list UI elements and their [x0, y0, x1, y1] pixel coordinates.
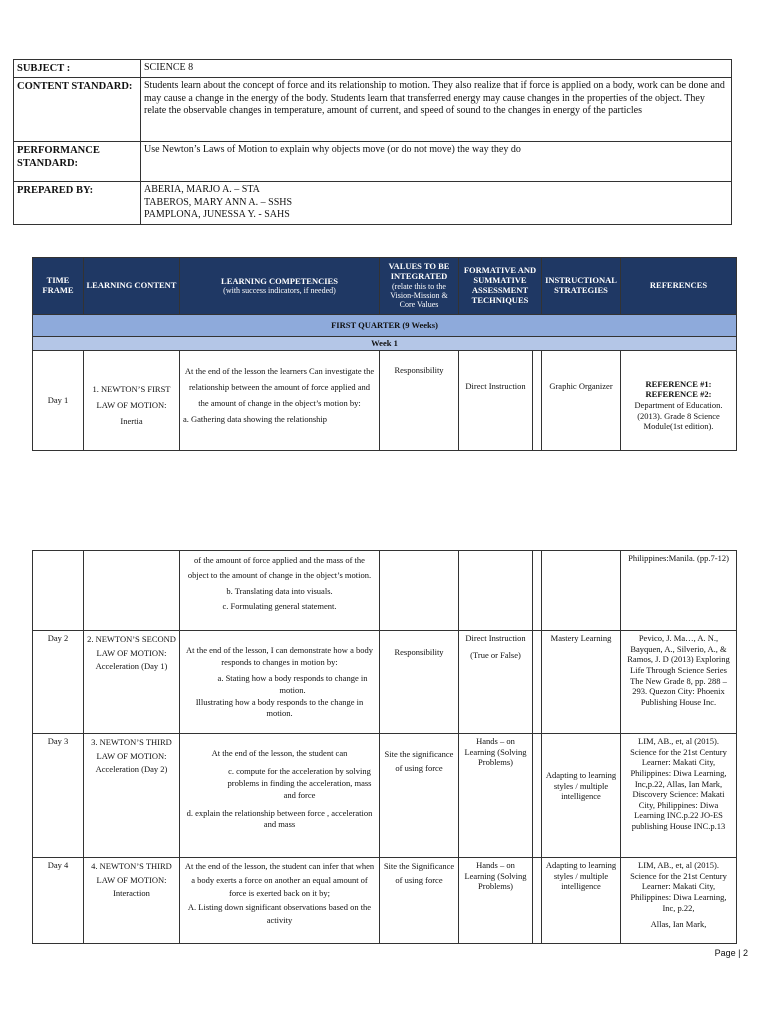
curriculum-table — [32, 257, 737, 451]
reference-2-label: REFERENCE #2: — [645, 389, 712, 400]
learning-content-cell: 4. NEWTON’S THIRD LAW OF MOTION: Interaction — [84, 858, 180, 944]
competency-text: At the end of the lesson, the student can infer that when a body exerts a force on another an equal amount of force is exerted back on it by; — [184, 861, 375, 899]
strategies-cell: Adapting to learning styles / multiple intelligence — [542, 858, 621, 944]
strategies-cell — [542, 551, 621, 631]
table-row — [33, 858, 737, 944]
header-values-title: VALUES TO BE INTEGRATED — [388, 261, 450, 282]
header-values — [380, 258, 459, 315]
preparer-2: TABEROS, MARY ANN A. – SSHS — [144, 196, 293, 208]
values-cell: Responsibility — [380, 350, 459, 450]
performance-standard-value: Use Newton’s Laws of Motion to explain why objects move (or do not move) the way they do — [141, 142, 732, 182]
week-row: Week 1 — [33, 337, 737, 351]
competency-item: a. Stating how a body responds to change in motion. — [217, 672, 368, 695]
competency-item: A. Listing down significant observations based on the activity — [187, 901, 372, 926]
strategies-cell: Adapting to learning styles / multiple intelligence — [542, 734, 621, 858]
competency-text: At the end of the lesson the learners Can investigate the relationship between the amount of force applied and the amount of change in the object’s motion by: — [184, 365, 375, 408]
assessment-cell: Hands – on Learning (Solving Problems) — [459, 734, 533, 858]
subject-value: SCIENCE 8 — [141, 60, 732, 78]
header-learning-content: LEARNING CONTENT — [84, 258, 180, 315]
header-strategies: INSTRUCTIONAL STRATEGIES — [542, 258, 621, 315]
learning-content-cell — [84, 551, 180, 631]
references-cell — [621, 858, 737, 944]
lesson-info-table — [13, 59, 732, 225]
content-standard-value: Students learn about the concept of force and its relationship to motion. They also realize that if force is applied on a body, work can be done and may cause a change in the energy of the body. Students learn that transferred energy may cause changes in the properties of the object. They relate the observable changes in temperature, amount of current, and speed of sound to the changes in energy of the particles — [141, 78, 732, 142]
reference-1-label: REFERENCE #1: — [645, 378, 712, 389]
reference-text: Department of Education.(2013). Grade 8 Science Module(1st edition). — [634, 399, 723, 432]
strategies-cell: Mastery Learning — [542, 631, 621, 734]
preparer-1: ABERIA, MARJO A. – STA — [144, 184, 260, 196]
competency-item: c. compute for the acceleration by solving problems in finding the acceleration, mass and force — [227, 765, 372, 800]
preparer-3: PAMPLONA, JUNESSA Y. - SAHS — [144, 209, 290, 221]
header-learning-competencies — [180, 258, 380, 315]
references-cell: Philippines:Manila. (pp.7-12) — [621, 551, 737, 631]
competencies-cell — [180, 734, 380, 858]
learning-content-cell: 3. NEWTON’S THIRD LAW OF MOTION: Acceleration (Day 2) — [84, 734, 180, 858]
assessment-cell: Direct Instruction — [459, 350, 533, 450]
competency-item: Illustrating how a body responds to the change in motion. — [195, 696, 364, 719]
competencies-cell — [180, 551, 380, 631]
learning-content-cell: 2. NEWTON’S SECOND LAW OF MOTION: Acceleration (Day 1) — [84, 631, 180, 734]
competency-item: d. explain the relationship between force , acceleration and mass — [186, 807, 373, 830]
prepared-by-label: PREPARED BY: — [14, 182, 141, 225]
references-cell: Pevico, J. Ma…, A. N., Bayquen, A., Silverio, A., & Ramos, J. D (2013) Exploring Life Through Science Series The New Grade 8, pp. 288 – 293. Quezon City: Phoenix Publishing House Inc. — [621, 631, 737, 734]
competency-text: At the end of the lesson, I can demonstrate how a body responds to changes in motion by: — [186, 645, 373, 667]
spacer-cell — [533, 631, 542, 734]
competencies-cell — [180, 858, 380, 944]
competency-item: b. Translating data into visuals. — [226, 585, 333, 596]
table-row — [33, 551, 737, 631]
competencies-cell — [180, 350, 380, 450]
assessment-cell — [459, 551, 533, 631]
quarter-row: FIRST QUARTER (9 Weeks) — [33, 315, 737, 337]
competency-item: c. Formulating general statement. — [222, 600, 337, 611]
assessment-cell: Hands – on Learning (Solving Problems) — [459, 858, 533, 944]
values-cell — [380, 551, 459, 631]
competencies-cell — [180, 631, 380, 734]
day-cell: Day 2 — [33, 631, 84, 734]
assessment-text: (True or False) — [470, 649, 521, 660]
header-time-frame: TIME FRAME — [33, 258, 84, 315]
day-cell: Day 1 — [33, 350, 84, 450]
assessment-cell — [459, 631, 533, 734]
table-row — [33, 734, 737, 858]
subject-label: SUBJECT : — [14, 60, 141, 78]
spacer-cell — [533, 350, 542, 450]
references-cell — [621, 350, 737, 450]
day-cell — [33, 551, 84, 631]
page-number: Page | 2 — [714, 948, 748, 958]
competency-text: of the amount of force applied and the mass of the object to the amount of change in the object’s motion. — [187, 555, 372, 581]
curriculum-table-continued — [32, 550, 737, 944]
spacer-cell — [533, 551, 542, 631]
header-competencies-sub: (with success indicators, if needed) — [223, 286, 336, 296]
day-cell: Day 4 — [33, 858, 84, 944]
header-competencies-title: LEARNING COMPETENCIES — [221, 275, 338, 286]
assessment-text: Direct Instruction — [465, 633, 526, 643]
performance-standard-label: PERFORMANCE STANDARD: — [14, 142, 141, 182]
spacer-cell — [533, 734, 542, 858]
table-row — [33, 350, 737, 450]
spacer-cell — [533, 858, 542, 944]
content-standard-label: CONTENT STANDARD: — [14, 78, 141, 142]
header-assessment: FORMATIVE AND SUMMATIVE ASSESSMENT TECHNIQUES — [459, 258, 542, 315]
header-values-sub: (relate this to the Vision-Mission & Core Values — [390, 281, 448, 310]
values-cell: Responsibility — [380, 631, 459, 734]
learning-content-cell: 1. NEWTON’S FIRST LAW OF MOTION: Inertia — [84, 350, 180, 450]
reference-text: LIM, AB., et, al (2015). Science for the 21st Century Learner: Makati City, Philippines: Diwa Learning, Inc, p.22, — [630, 860, 727, 913]
table-row — [33, 631, 737, 734]
day-cell: Day 3 — [33, 734, 84, 858]
references-cell: LIM, AB., et, al (2015). Science for the 21st Century Learner: Makati City, Philippines: Diwa Learning, Inc,p.22, Allas, Ian Mark, Discovery Science: Makati City, Philippines: Diwa Learning INC.p.22 JO-ES publishing House INC.p.13 — [621, 734, 737, 858]
strategies-cell: Graphic Organizer — [542, 350, 621, 450]
reference-text: Allas, Ian Mark, — [650, 919, 707, 930]
competency-item: a. Gathering data showing the relationship — [183, 414, 327, 425]
values-cell: Site the Significance of using force — [380, 858, 459, 944]
header-references: REFERENCES — [621, 258, 737, 315]
competency-text: At the end of the lesson, the student can — [211, 748, 348, 758]
prepared-by-value — [141, 182, 732, 225]
values-cell: Site the significance of using force — [380, 734, 459, 858]
